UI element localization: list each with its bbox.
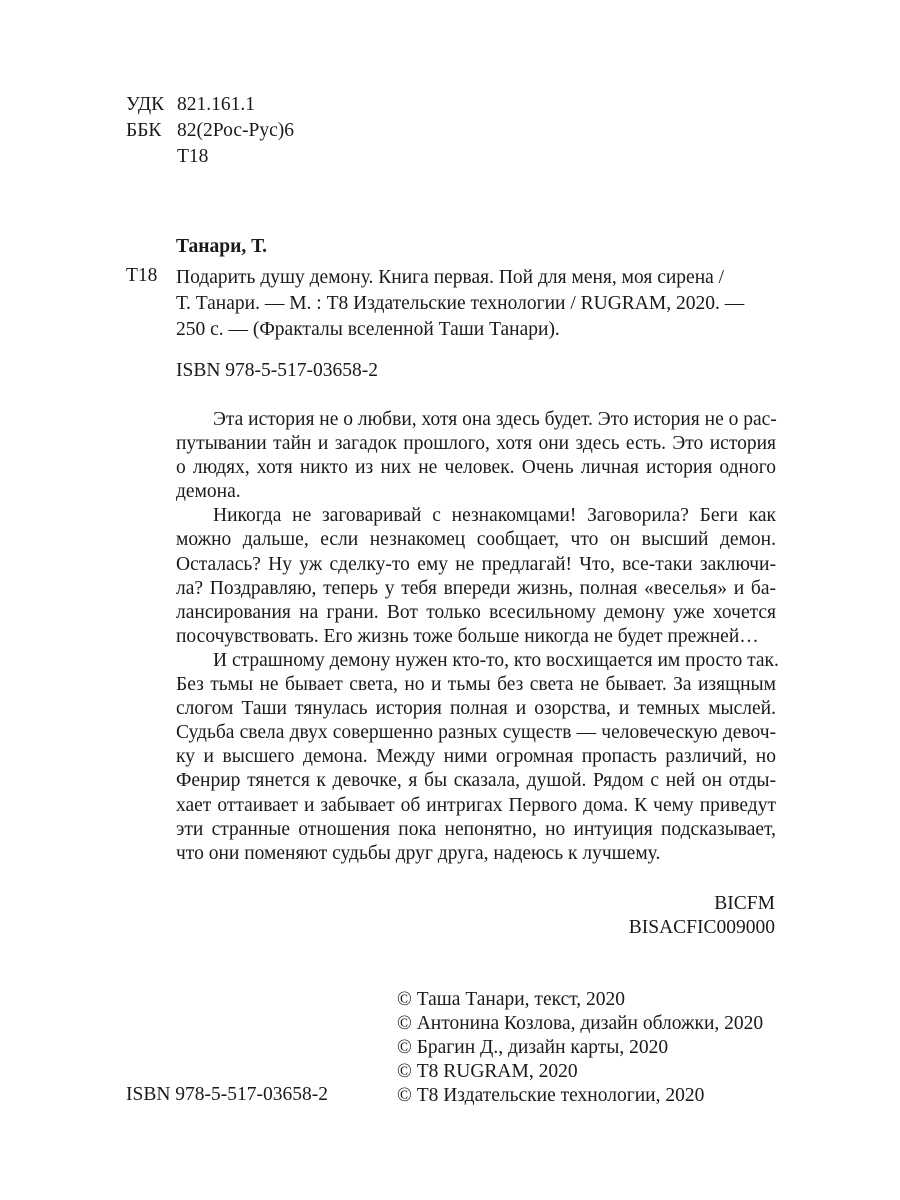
annotation-line: Осталась? Ну уж сделку-то ему не предлагай! Что, все-таки заключи-: [176, 553, 776, 575]
copyright-notices: [397, 988, 763, 1108]
annotation-paragraph: [176, 408, 776, 504]
bisac-code: BISACFIC009000: [628, 917, 775, 938]
annotation-line: Никогда не заговаривай с незнакомцами! Заговорила? Беги как: [213, 505, 776, 527]
bic-code: BICFM: [714, 893, 775, 914]
annotation-line: Фенрир тянется к девочке, я бы сказала, душой. Рядом с ней он отды-: [176, 770, 776, 792]
annotation-line: что они поменяют судьбы друг друга, надеюсь к лучшему.: [176, 842, 661, 864]
copyright-line: © Т8 RUGRAM, 2020: [397, 1061, 578, 1082]
annotation-line: эти странные отношения пока непонятно, но интуиция подсказывает,: [176, 818, 776, 840]
author-mark-row: [126, 144, 294, 170]
isbn-top: ISBN 978-5-517-03658-2: [176, 360, 379, 381]
bbk-value: 82(2Рос-Рус)6: [177, 120, 294, 141]
author-code: Т18: [126, 265, 158, 286]
annotation-line: Эта история не о любви, хотя она здесь будет. Это история не о рас-: [213, 409, 777, 430]
annotation-line: лансирования на грани. Вот только всесильному демону уже хочется: [176, 601, 776, 623]
bbk-row: [126, 118, 294, 144]
annotation-line: можно дальше, если незнакомец сообщает, что он высший демон.: [176, 529, 776, 551]
author-heading: Танари, Т.: [176, 236, 268, 257]
annotation-paragraph: [176, 504, 776, 649]
annotation-line: Судьба свела двух совершенно разных существ — человеческую девоч-: [176, 722, 776, 744]
annotation-paragraph: [176, 649, 779, 866]
annotation-line: хает оттаивает и забывает об интригах Первого дома. К чему приведут: [176, 794, 776, 816]
isbn-bottom: ISBN 978-5-517-03658-2: [126, 1084, 329, 1105]
copyright-line: © Брагин Д., дизайн карты, 2020: [397, 1037, 669, 1058]
annotation-line: слогом Таши тянулась история полная и озорства, и темных мыслей.: [176, 698, 776, 720]
annotation-line: о людях, хотя никто из них не человек. Очень личная история одного: [176, 457, 776, 479]
annotation-line: путывании тайн и загадок прошлого, хотя они здесь есть. Это история: [176, 433, 776, 455]
udk-label: УДК: [126, 94, 165, 115]
annotation-line: ла? Поздравляю, теперь у тебя впереди жизнь, полная «веселья» и ба-: [176, 577, 776, 599]
annotation: [176, 408, 779, 866]
annotation-line: ку и высшего демона. Между ними огромная пропасть различий, но: [176, 746, 776, 768]
bic-codes: [629, 892, 775, 940]
classification-block: [126, 92, 294, 170]
bibliographic-description: [176, 265, 776, 343]
copyright-line: © Антонина Козлова, дизайн обложки, 2020: [397, 1013, 764, 1034]
annotation-line: Без тьмы не бывает света, но и тьмы без света не бывает. За изящным: [176, 674, 776, 696]
annotation-line: посочувствовать. Его жизнь тоже больше никогда не будет прежней…: [176, 625, 759, 647]
copyright-line: © Т8 Издательские технологии, 2020: [397, 1085, 705, 1106]
biblio-line: 250 с. — (Фракталы вселенной Таши Танари).: [176, 319, 560, 340]
annotation-line: И страшному демону нужен кто-то, кто восхищается им просто так.: [213, 649, 779, 671]
bbk-label: ББК: [126, 120, 162, 141]
copyright-line: © Таша Танари, текст, 2020: [397, 989, 626, 1010]
biblio-line: Т. Танари. — М. : Т8 Издательские технологии / RUGRAM, 2020. —: [176, 293, 745, 314]
author-mark: Т18: [177, 146, 209, 167]
udk-row: [126, 92, 294, 118]
biblio-line: Подарить душу демону. Книга первая. Пой для меня, моя сирена /: [176, 267, 725, 288]
udk-value: 821.161.1: [177, 94, 255, 115]
annotation-line: демона.: [176, 481, 241, 503]
